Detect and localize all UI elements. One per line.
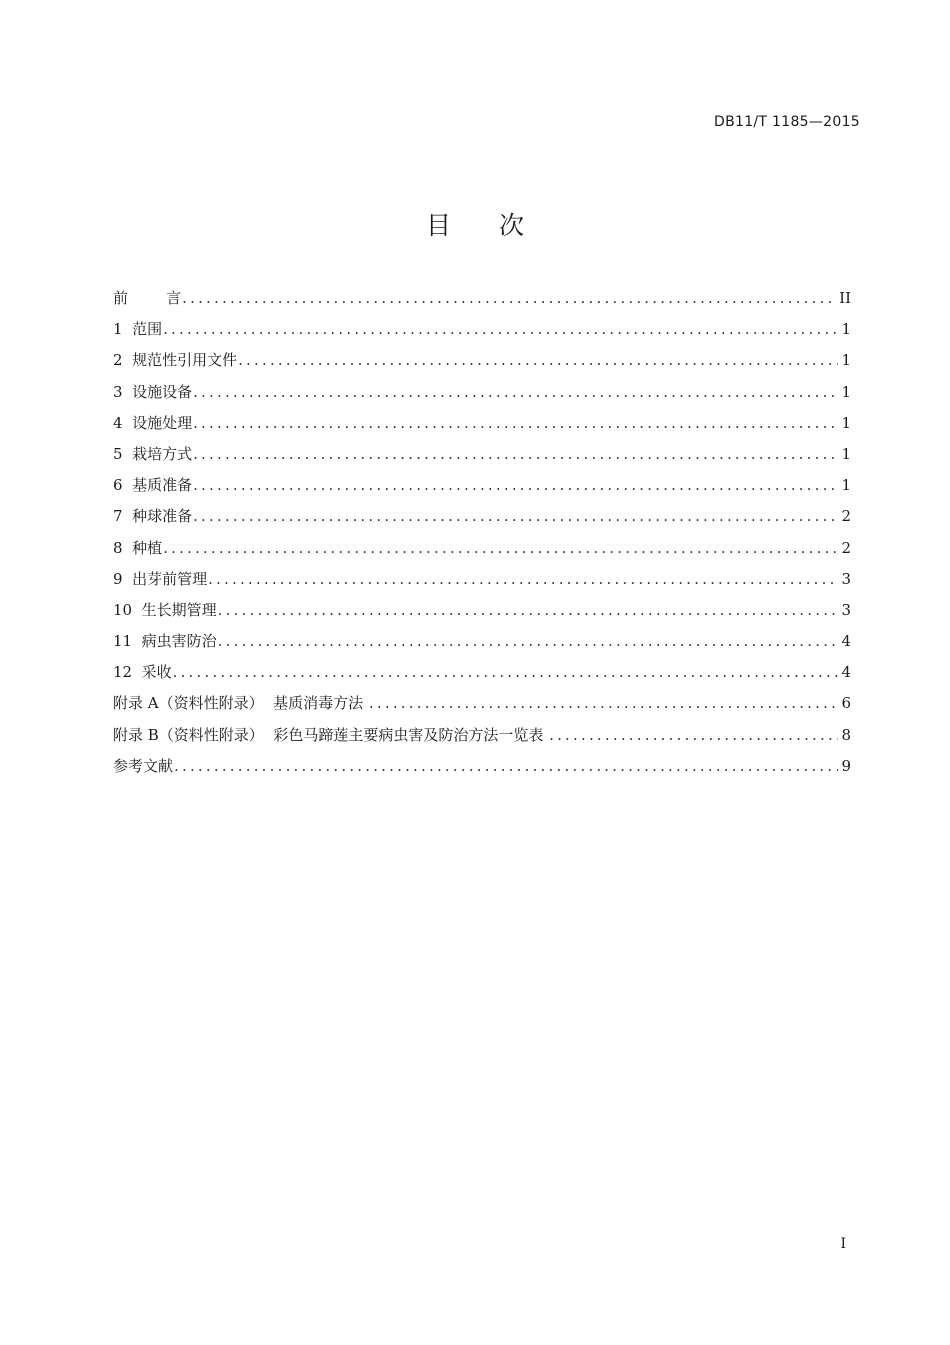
toc-entry-label: 附录 A（资料性附录） 基质消毒方法: [113, 694, 368, 713]
toc-leader-dots: [238, 348, 838, 372]
toc-entry-substrate-preparation[interactable]: [113, 473, 851, 504]
toc-entry-appendix-a[interactable]: [113, 691, 851, 722]
toc-entry-label: 8 种植: [113, 538, 163, 557]
toc-leader-dots: [208, 567, 838, 591]
toc-leader-dots: [193, 473, 838, 497]
toc-entry-page: 6: [841, 694, 851, 713]
toc-entry-cultivation-method[interactable]: [113, 442, 851, 473]
toc-leader-dots: [163, 317, 838, 341]
toc-leader-dots: [182, 286, 836, 310]
toc-entry-facility-treatment[interactable]: [113, 411, 851, 442]
toc-entry-pest-control[interactable]: [113, 629, 851, 660]
toc-entry-label: 9 出芽前管理: [113, 569, 208, 588]
toc-entry-label: 3 设施设备: [113, 382, 193, 401]
toc-entry-page: 1: [841, 476, 851, 495]
toc-entry-page: 4: [841, 663, 851, 682]
toc-entry-growth-period[interactable]: [113, 598, 851, 629]
toc-leader-dots: [193, 411, 838, 435]
toc-entry-label: 附录 B（资料性附录） 彩色马蹄莲主要病虫害及防治方法一览表: [113, 725, 549, 744]
toc-entry-label: 4 设施处理: [113, 413, 193, 432]
toc-entry-label: 5 栽培方式: [113, 444, 193, 463]
toc-entry-label: 7 种球准备: [113, 507, 193, 526]
toc-entry-page: 1: [841, 320, 851, 339]
toc-entry-harvest[interactable]: [113, 660, 851, 691]
page-title: 目次: [425, 211, 572, 240]
toc-leader-dots: [193, 380, 838, 404]
toc-leader-dots: [193, 442, 838, 466]
toc-entry-facilities[interactable]: [113, 380, 851, 411]
toc-entry-normative-references[interactable]: [113, 348, 851, 379]
toc-entry-label: 10 生长期管理: [113, 600, 217, 619]
toc-leader-dots: [163, 536, 838, 560]
toc-entry-page: 2: [841, 538, 851, 557]
toc-entry-page: 1: [841, 413, 851, 432]
toc-entry-page: 9: [841, 756, 851, 775]
toc-entry-label: 2 规范性引用文件: [113, 351, 238, 370]
toc-entry-label: 1 范围: [113, 320, 163, 339]
toc-leader-dots: [218, 598, 839, 622]
table-of-contents: [113, 286, 851, 785]
toc-entry-label: 11 病虫害防治: [113, 632, 217, 651]
toc-entry-foreword[interactable]: [113, 286, 851, 317]
toc-entry-label: 前 言: [113, 289, 182, 307]
toc-entry-page: 1: [841, 351, 851, 370]
toc-entry-bibliography[interactable]: [113, 754, 851, 785]
toc-entry-planting[interactable]: [113, 536, 851, 567]
toc-leader-dots: [549, 723, 838, 747]
toc-leader-dots: [218, 629, 839, 653]
toc-entry-page: 3: [841, 600, 851, 619]
toc-entry-page: II: [839, 289, 851, 307]
toc-entry-label: 参考文献: [113, 756, 174, 775]
toc-entry-pre-emergence[interactable]: [113, 567, 851, 598]
toc-entry-page: 4: [841, 632, 851, 651]
page-number: I: [840, 1236, 846, 1252]
toc-entry-appendix-b[interactable]: [113, 723, 851, 754]
toc-entry-label: 12 采收: [113, 663, 172, 682]
toc-entry-page: 2: [841, 507, 851, 526]
toc-entry-page: 8: [841, 725, 851, 744]
toc-leader-dots: [369, 691, 839, 715]
toc-leader-dots: [173, 660, 839, 684]
toc-entry-page: 1: [841, 444, 851, 463]
toc-entry-scope[interactable]: [113, 317, 851, 348]
toc-leader-dots: [174, 754, 838, 778]
standard-code: DB11/T 1185—2015: [714, 114, 860, 130]
toc-entry-page: 1: [841, 382, 851, 401]
toc-entry-bulb-preparation[interactable]: [113, 504, 851, 535]
toc-entry-label: 6 基质准备: [113, 476, 193, 495]
toc-entry-page: 3: [841, 569, 851, 588]
toc-leader-dots: [193, 504, 838, 528]
